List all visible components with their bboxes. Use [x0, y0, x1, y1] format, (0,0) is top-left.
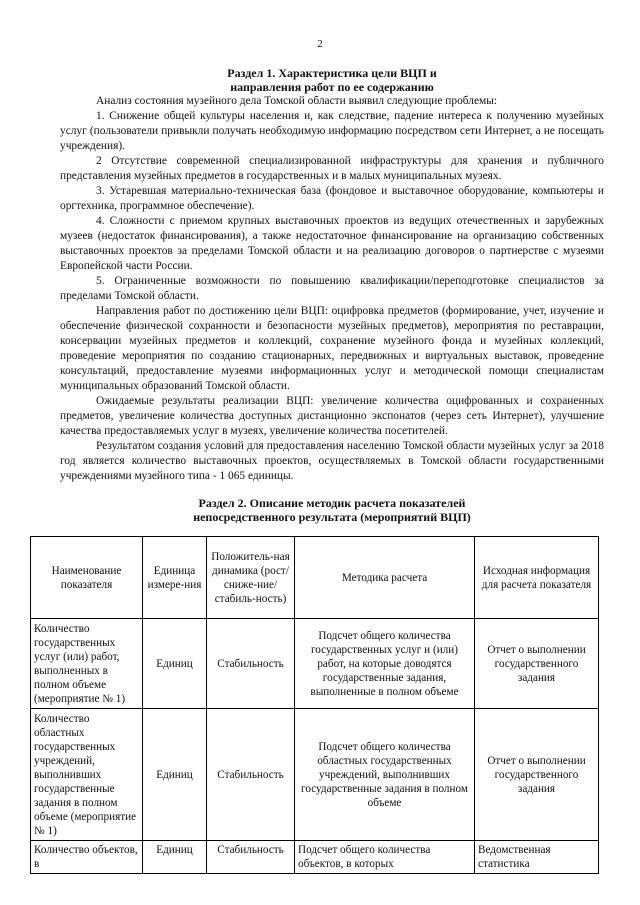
section-2-title-line-1: Раздел 2. Описание методик расчета показателей: [198, 496, 466, 510]
table-cell: Ведомственная статистика: [475, 841, 599, 874]
paragraph: 2 Отсутствие современной специализированной инфраструктуры для хранения и публичного представления музейных предметов в государственных и в малых муниципальных музеях.: [60, 155, 604, 182]
indicators-table: [30, 536, 599, 874]
table-cell: Количество областных государственных учреждений, выполнивших государственные задания в полном объеме (мероприятие № 1): [31, 709, 143, 841]
section-1-title: [60, 66, 604, 94]
table-row: [31, 619, 599, 709]
column-header: Единица измере-ния: [143, 537, 207, 619]
table-cell: Подсчет общего количества государственных услуг и (или) работ, на которые доводятся государственные задания, выполненные в полном объеме: [295, 619, 475, 709]
section-2: [60, 496, 604, 524]
section-1: [60, 66, 604, 484]
paragraph: Результатом создания условий для предоставления населению Томской области музейных услуг за 2018 год является количество выставочных проектов, осуществляемых в Томской области государственными учреждениями музейного типа - 1 065 единицы.: [60, 440, 604, 482]
paragraph: 4. Сложности с приемом крупных выставочных проектов из ведущих отечественных и зарубежных музеев (недостаток финансирования), а также недостаточное финансирование на организацию собственных выставочных проектов за пределами Томской области и на реализацию договоров о партнерстве с музеями Европейской части России.: [60, 215, 604, 272]
paragraph: Анализ состояния музейного дела Томской области выявил следующие проблемы:: [96, 95, 498, 107]
paragraph: 3. Устаревшая материально-техническая база (фондовое и выставочное оборудование, компьютеры и оргтехника, программное обеспечение).: [60, 185, 604, 212]
table-cell: Стабильность: [207, 709, 295, 841]
table-cell: Стабильность: [207, 619, 295, 709]
paragraph: 1. Снижение общей культуры населения и, как следствие, падение интереса к получению музейных услуг (пользователи привыкли получать необходимую информацию посредством сети Интернет, а не посещать учреждения).: [60, 110, 604, 152]
table-cell: Количество государственных услуг (или) работ, выполненных в полном объеме (мероприятие № 1): [31, 619, 143, 709]
table-cell: Отчет о выполнении государственного задания: [475, 709, 599, 841]
table-row: [31, 709, 599, 841]
column-header: Исходная информация для расчета показателя: [475, 537, 599, 619]
table-cell: Единиц: [143, 709, 207, 841]
table-cell: Подсчет общего количества областных государственных учреждений, выполнивших государственные задания в полном объеме: [295, 709, 475, 841]
section-1-title-line-1: Раздел 1. Характеристика цели ВЦП и: [227, 66, 437, 80]
paragraph: Ожидаемые результаты реализации ВЦП: увеличение количества оцифрованных и сохраненных предметов, увеличение количества доступных дистанционно экспонатов (через сеть Интернет), улучшение качества предоставляемых услуг в музеях, увеличение количества посетителей.: [60, 395, 604, 437]
table-cell: Стабильность: [207, 841, 295, 874]
table-cell: Единиц: [143, 619, 207, 709]
table-cell: Подсчет общего количества объектов, в которых: [295, 841, 475, 874]
table-cell: Единиц: [143, 841, 207, 874]
section-2-title-line-2: непосредственного результата (мероприятий ВЦП): [193, 510, 471, 524]
paragraph: Направления работ по достижению цели ВЦП: оцифровка предметов (формирование, учет, изучение и обеспечение физической сохранности и безопасности музейных предметов), мероприятия по реставрации, консервации музейных предметов и коллекций, сохранение музейного фонда и музейных коллекций, проведение мероприятия по созданию стационарных, передвижных и виртуальных выставок, проведение консультаций, предоставление музеями информационных услуг и методической помощи специалистам муниципальных образований Томской области.: [60, 305, 604, 392]
column-header: Положитель-ная динамика (рост/сниже-ние/стабиль-ность): [207, 537, 295, 619]
page-number: 2: [317, 38, 323, 50]
table-header-row: [31, 537, 599, 619]
table-cell: Количество объектов, в: [31, 841, 143, 874]
section-1-title-line-2: направления работ по ее содержанию: [230, 80, 434, 94]
column-header: Наименование показателя: [31, 537, 143, 619]
table-row: [31, 841, 599, 874]
column-header: Методика расчета: [295, 537, 475, 619]
section-2-title: [60, 496, 604, 524]
table-cell: Отчет о выполнении государственного задания: [475, 619, 599, 709]
section-1-body: [60, 94, 604, 484]
paragraph: 5. Ограниченные возможности по повышению квалификации/переподготовке специалистов за пределами Томской области.: [60, 275, 604, 302]
